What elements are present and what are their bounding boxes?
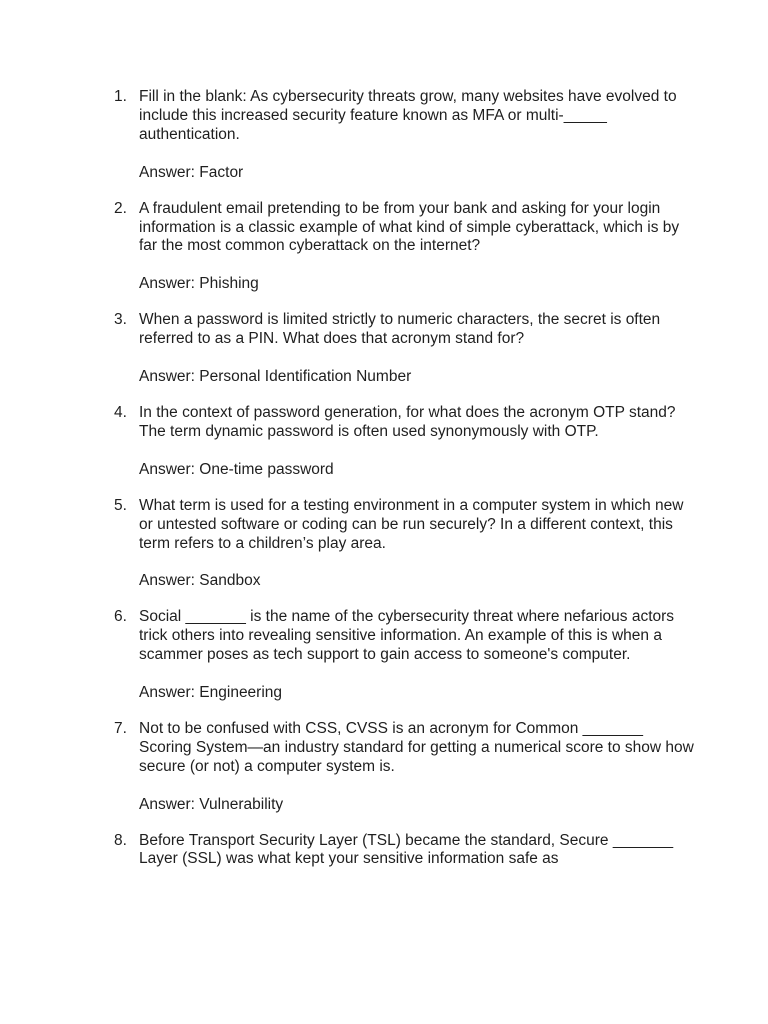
question-item bbox=[114, 311, 694, 387]
question-text: Fill in the blank: As cybersecurity threats grow, many websites have evolved to include this increased security feature known as MFA or multi-_____ authentication. bbox=[139, 88, 681, 143]
question-text: Not to be confused with CSS, CVSS is an acronym for Common _______ Scoring System—an industry standard for getting a numerical score to show how secure (or not) a computer system is. bbox=[139, 719, 699, 775]
question-number: 5. bbox=[114, 496, 127, 514]
question-number: 2. bbox=[114, 199, 127, 217]
answer-text: Answer: Engineering bbox=[139, 684, 283, 702]
question-number: 4. bbox=[114, 403, 127, 421]
question-item bbox=[114, 88, 694, 183]
question-text: In the context of password generation, for what does the acronym OTP stand? The term dynamic password is often used synonymously with OTP. bbox=[139, 403, 680, 440]
question-text: Social _______ is the name of the cybersecurity threat where nefarious actors trick others into revealing sensitive information. An example of this is when a scammer poses as tech support to gain access to someone's computer. bbox=[139, 608, 679, 664]
answer-text: Answer: One-time password bbox=[139, 460, 334, 478]
question-number: 1. bbox=[114, 88, 127, 105]
question-number: 8. bbox=[114, 831, 127, 849]
answer-text: Answer: Phishing bbox=[139, 275, 259, 293]
question-text: A fraudulent email pretending to be from your bank and asking for your login information is a classic example of what kind of simple cyberattack, which is by far the most common cyberattack on the internet? bbox=[139, 199, 684, 255]
question-list bbox=[114, 88, 699, 886]
question-number: 3. bbox=[114, 311, 127, 329]
question-item bbox=[114, 404, 694, 480]
answer-text: Answer: Sandbox bbox=[139, 572, 261, 590]
question-text: Before Transport Security Layer (TSL) became the standard, Secure _______ Layer (SSL) was what kept your sensitive information safe as bbox=[139, 831, 678, 868]
answer-text: Answer: Vulnerability bbox=[139, 795, 284, 813]
question-item bbox=[114, 608, 694, 703]
question-item bbox=[114, 719, 699, 815]
answer-text: Answer: Personal Identification Number bbox=[139, 368, 412, 386]
question-text: When a password is limited strictly to numeric characters, the secret is often referred to as a PIN. What does that acronym stand for? bbox=[139, 311, 665, 348]
question-item bbox=[114, 497, 694, 592]
answer-text: Answer: Factor bbox=[139, 163, 244, 181]
question-item bbox=[114, 832, 694, 870]
question-number: 6. bbox=[114, 608, 127, 626]
question-text: What term is used for a testing environment in a computer system in which new or untested software or coding can be run securely? In a different context, this term refers to a children’s play area. bbox=[139, 496, 688, 552]
question-number: 7. bbox=[114, 719, 127, 737]
question-item bbox=[114, 200, 694, 295]
